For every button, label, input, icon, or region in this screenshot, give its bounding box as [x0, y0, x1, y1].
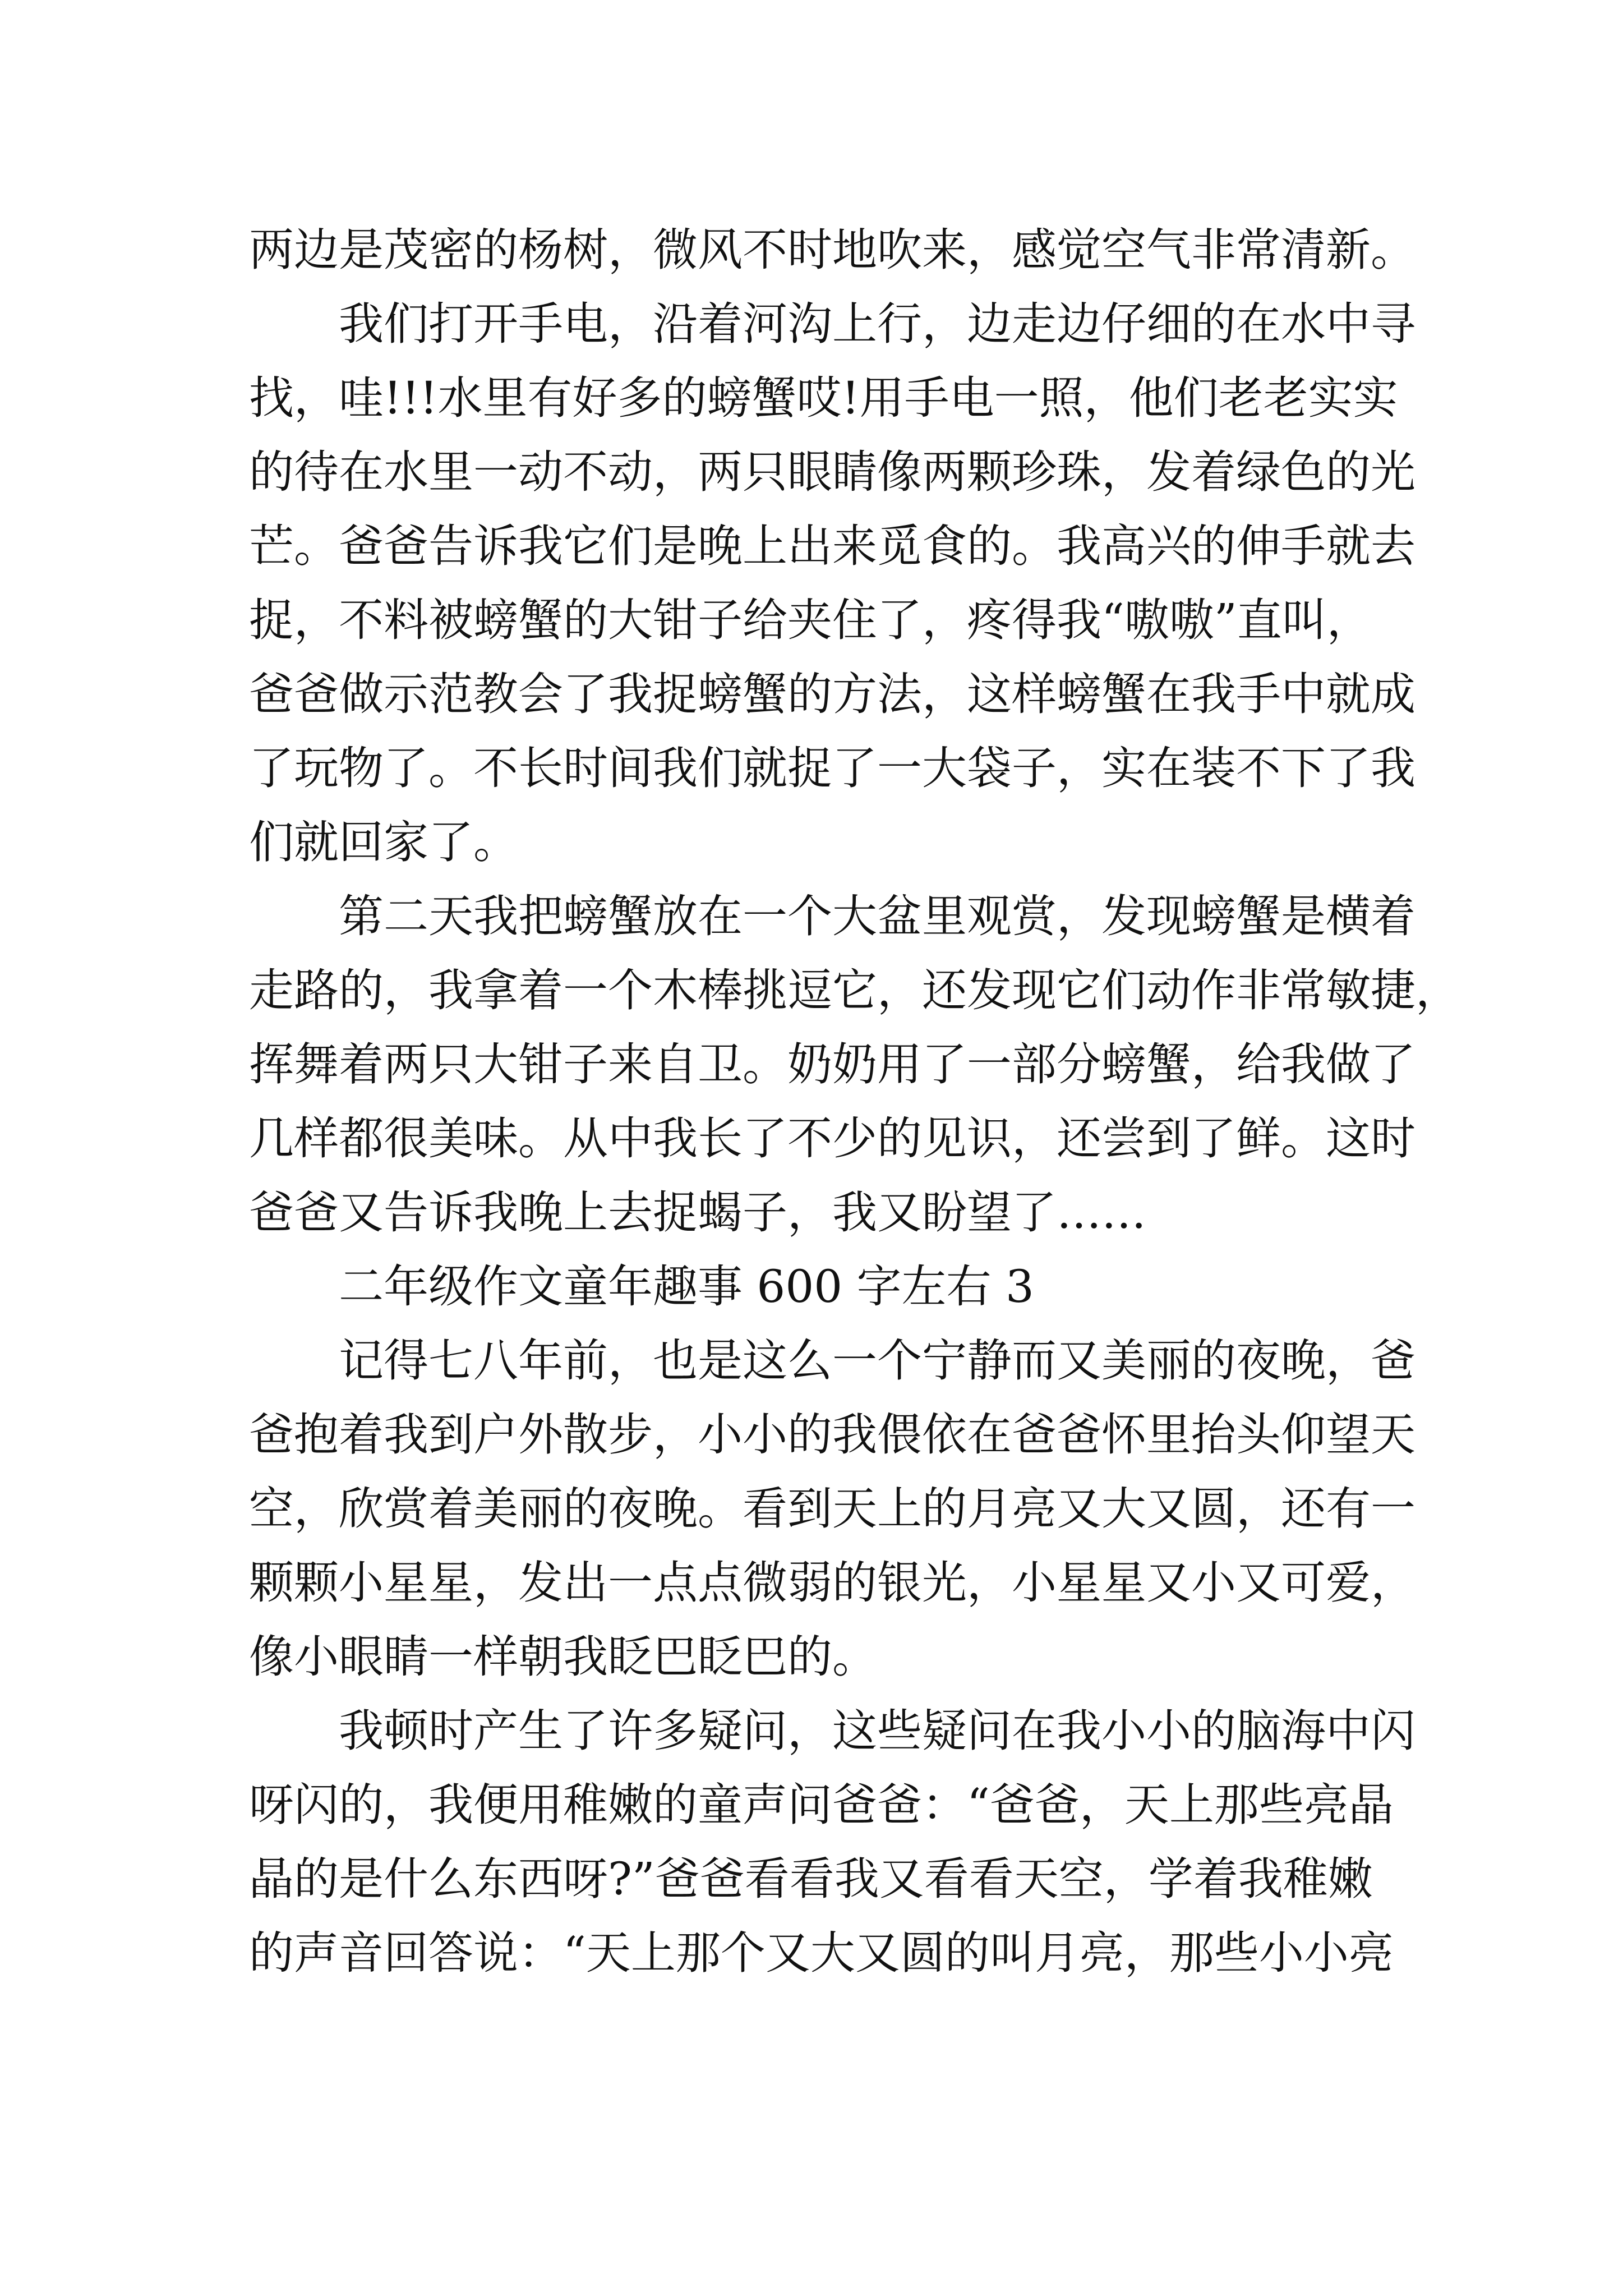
text-line: 芒。爸爸告诉我它们是晚上出来觅食的。我高兴的伸手就去	[249, 520, 1415, 572]
text-line: 捉，不料被螃蟹的大钳子给夹住了，疼得我“嗷嗷”直叫，	[249, 594, 1372, 646]
text-line: 空，欣赏着美丽的夜晚。看到天上的月亮又大又圆，还有一	[249, 1483, 1415, 1535]
text-line: 晶的是什么东西呀?”爸爸看看我又看看天空，学着我稚嫩	[249, 1853, 1373, 1905]
text-line: 了玩物了。不长时间我们就捉了一大袋子，实在装不下了我	[249, 742, 1415, 794]
text-line: 挥舞着两只大钳子来自卫。奶奶用了一部分螃蟹，给我做了	[249, 1038, 1415, 1091]
text-line: 们就回家了。	[249, 816, 518, 868]
text-line: 找，哇!!!水里有好多的螃蟹哎!用手电一照，他们老老实实	[249, 372, 1398, 424]
text-line: 呀闪的，我便用稚嫩的童声问爸爸：“爸爸，天上那些亮晶	[249, 1779, 1394, 1831]
text-line: 两边是茂密的杨树，微风不时地吹来，感觉空气非常清新。	[249, 224, 1415, 276]
paragraph-start-line: 我们打开手电，沿着河沟上行，边走边仔细的在水中寻	[339, 298, 1415, 350]
paragraph-start-line: 记得七八年前，也是这么一个宁静而又美丽的夜晚，爸	[339, 1335, 1415, 1387]
text-line: 的待在水里一动不动，两只眼睛像两颗珍珠，发着绿色的光	[249, 446, 1415, 498]
text-line: 爸抱着我到户外散步，小小的我偎依在爸爸怀里抬头仰望天	[249, 1409, 1415, 1461]
text-line: 几样都很美味。从中我长了不少的见识，还尝到了鲜。这时	[249, 1112, 1415, 1165]
text-line: 爸爸又告诉我晚上去捉蝎子，我又盼望了……	[249, 1186, 1146, 1239]
text-line: 走路的，我拿着一个木棒挑逗它，还发现它们动作非常敏捷，	[249, 964, 1460, 1016]
paragraph-start-line: 第二天我把螃蟹放在一个大盆里观赏，发现螃蟹是横着	[339, 890, 1415, 942]
section-heading: 二年级作文童年趣事 600 字左右 3	[339, 1260, 1034, 1313]
text-line: 颗颗小星星，发出一点点微弱的银光，小星星又小又可爱，	[249, 1557, 1415, 1609]
body-text	[249, 213, 1460, 1990]
paragraph-start-line: 我顿时产生了许多疑问，这些疑问在我小小的脑海中闪	[339, 1705, 1415, 1757]
text-line: 像小眼睛一样朝我眨巴眨巴的。	[249, 1631, 877, 1683]
text-line: 的声音回答说：“天上那个又大又圆的叫月亮，那些小小亮	[249, 1927, 1394, 1979]
text-line: 爸爸做示范教会了我捉螃蟹的方法，这样螃蟹在我手中就成	[249, 668, 1415, 720]
